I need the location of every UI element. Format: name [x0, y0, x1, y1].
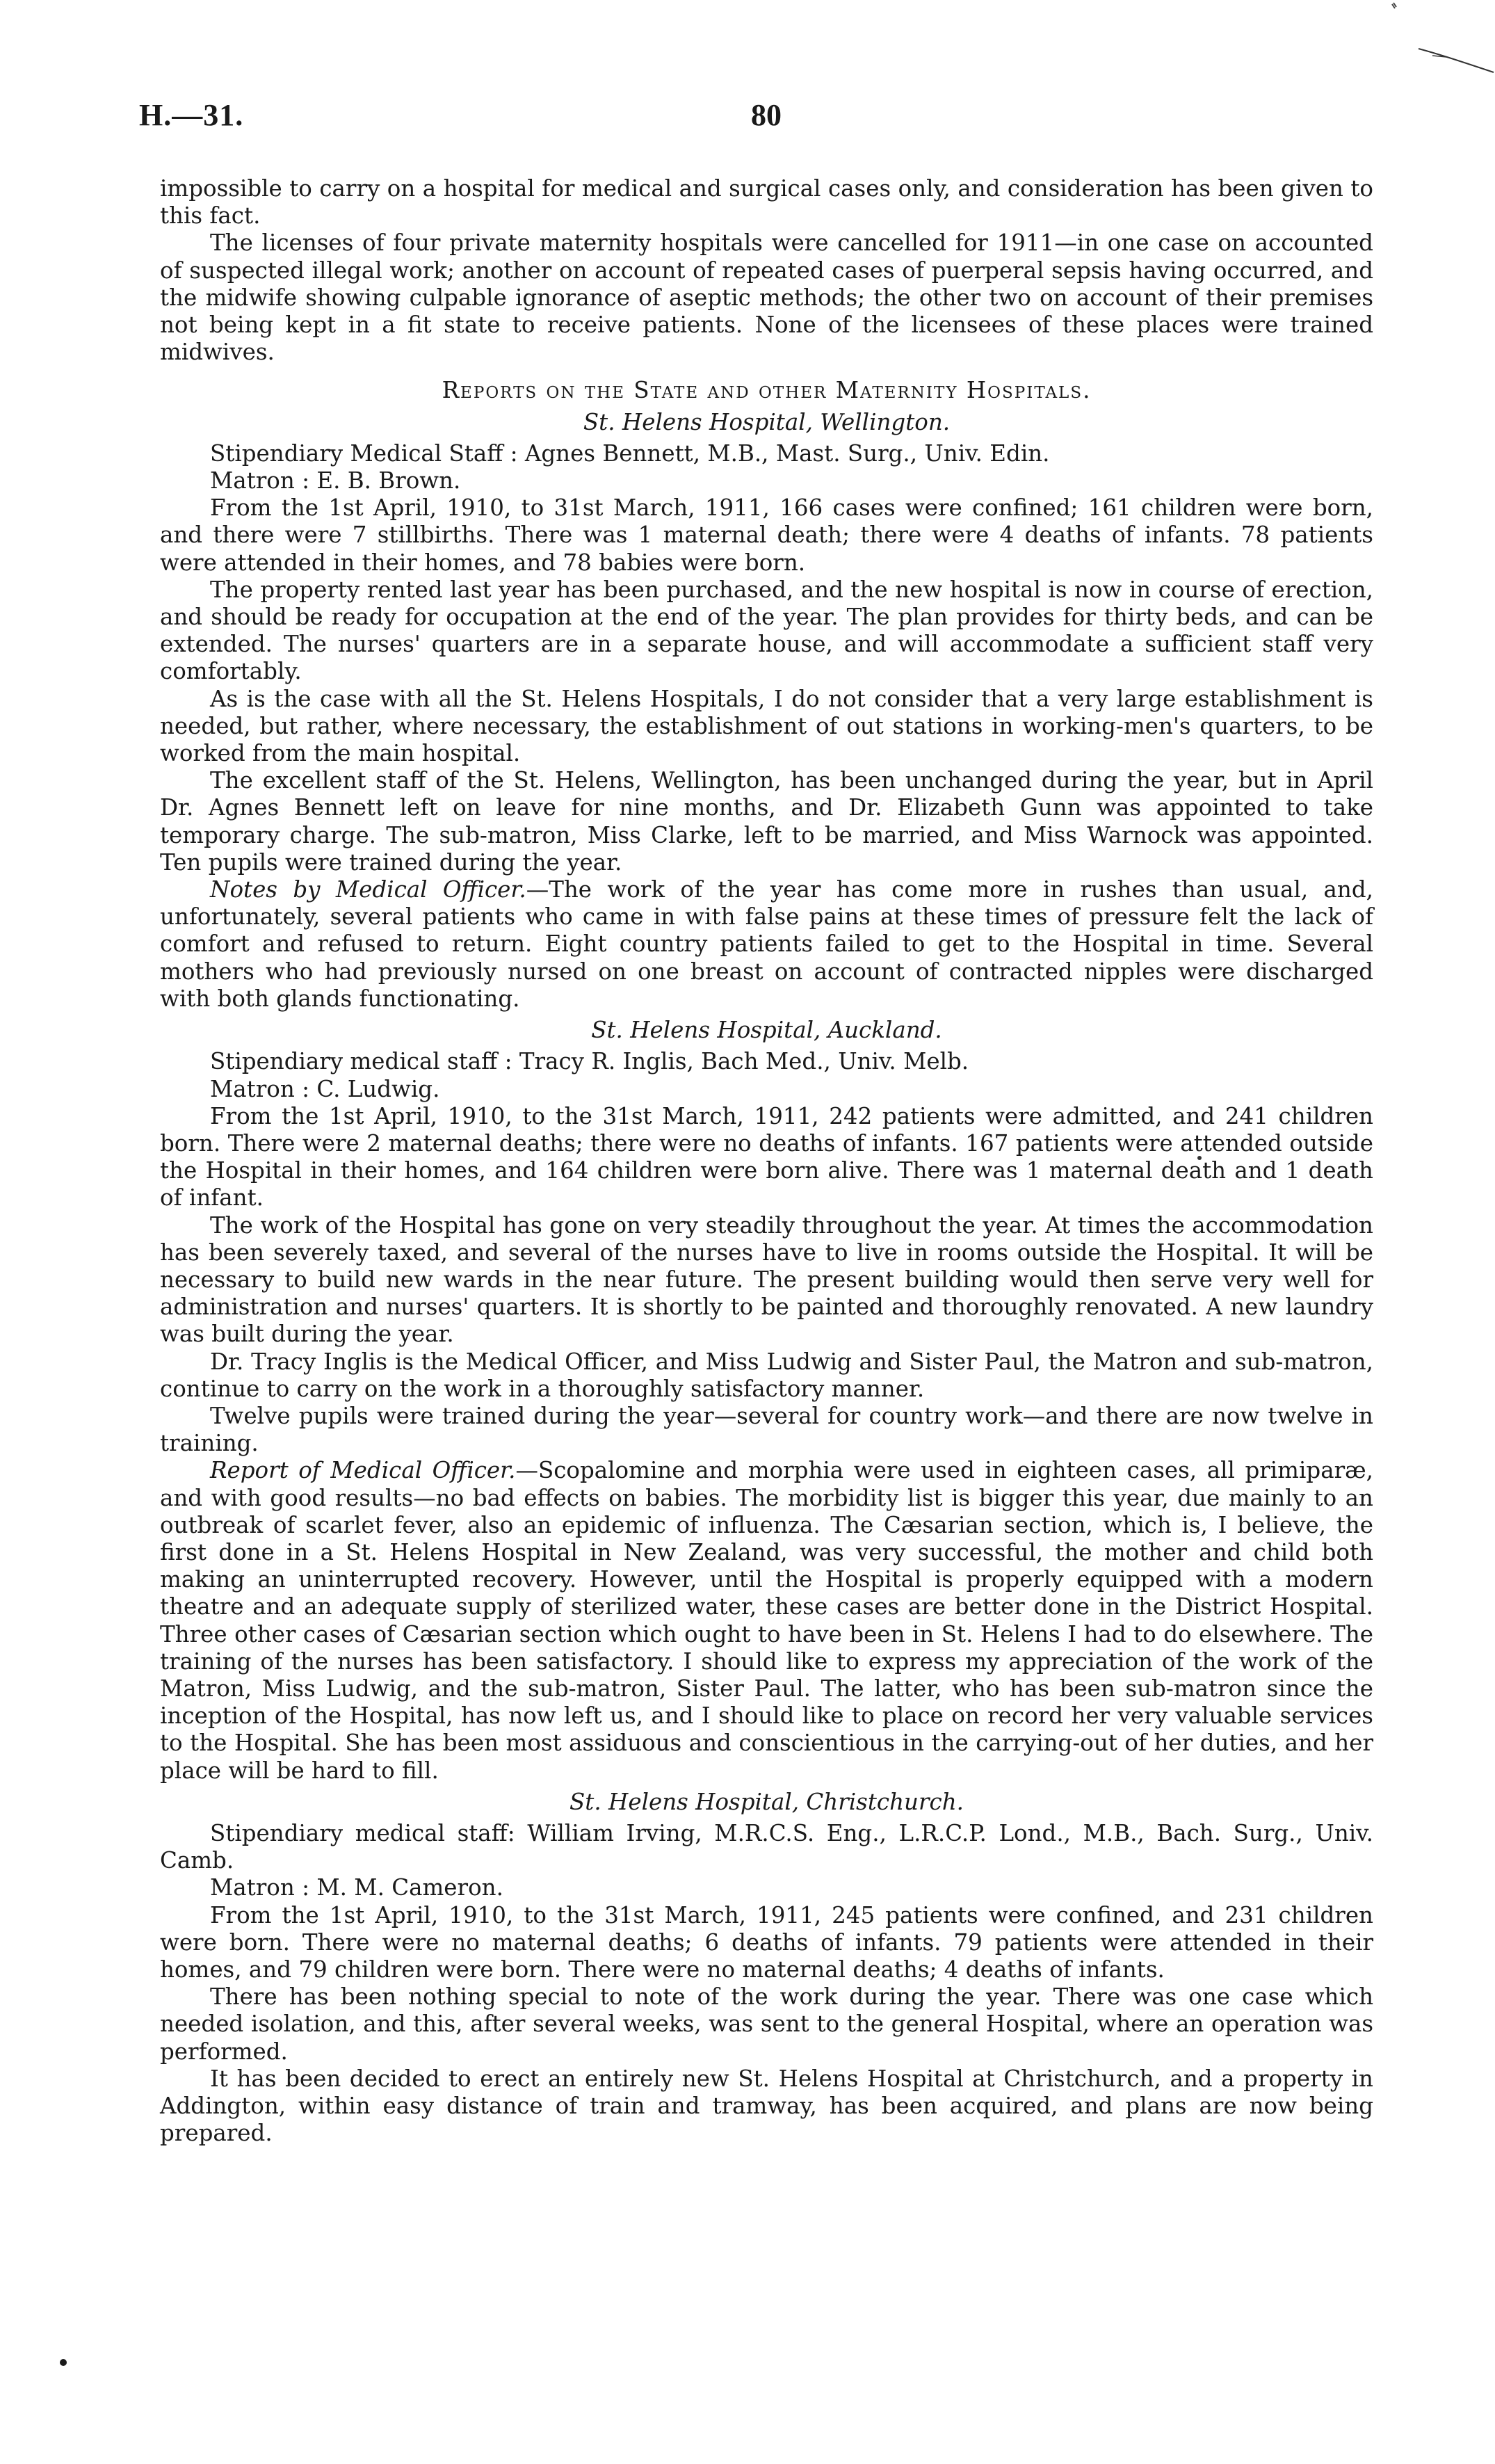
auckland-title: St. Helens Hospital, Auckland.	[591, 1017, 942, 1044]
auckland-staff: Stipendiary medical staff : Tracy R. Inglis, Bach Med., Univ. Melb.	[210, 1048, 969, 1075]
body-text	[160, 175, 1373, 2147]
wellington-notes	[160, 876, 1373, 1013]
christchurch-title: St. Helens Hospital, Christchurch.	[569, 1788, 964, 1815]
intro-paragraph-2: The licenses of four private maternity hospitals were cancelled for 1911—in one case on accounted of suspected illegal work; another on account of repeated cases of puerperal sepsis having occurred, and the midwife showing culpable ignorance of aseptic methods; the other two on account of their premises not being kept in a fit state to receive patients. None of the licensees of these places were trained midwives.	[160, 230, 1373, 366]
auckland-paragraph-3: Dr. Tracy Inglis is the Medical Officer, and Miss Ludwig and Sister Paul, the Matron and sub-matron, continue to carry on the work in a thoroughly satisfactory manner.	[160, 1348, 1373, 1402]
christchurch-paragraph-1: From the 1st April, 1910, to the 31st March, 1911, 245 patients were confined, and 231 children were born. There were no maternal deaths; 6 deaths of infants. 79 patients were attended in their homes, and 79 children were born. There were no maternal deaths; 4 deaths of infants.	[160, 1901, 1373, 1983]
wellington-matron: Matron : E. B. Brown.	[210, 467, 461, 494]
auckland-paragraph-2: The work of the Hospital has gone on very steadily throughout the year. At times the accommodation has been severely taxed, and several of the nurses have to live in rooms outside the Hospital. It will be necessary to build new wards in the near future. The present building would then serve very well for administration and nurses' quarters. It is shortly to be painted and thoroughly renovated. A new laundry was built during the year.	[160, 1211, 1373, 1348]
christchurch-staff: Stipendiary medical staff: William Irving, M.R.C.S. Eng., L.R.C.P. Lond., M.B., Bach. Surg., Univ. Camb.	[160, 1819, 1373, 1874]
wellington-paragraph-3: As is the case with all the St. Helens Hospitals, I do not consider that a very large establishment is needed, but rather, where necessary, the establishment of out stations in working-men's quarters, to be worked from the main hospital.	[160, 685, 1373, 767]
auckland-paragraph-1: From the 1st April, 1910, to the 31st March, 1911, 242 patients were admitted, and 241 children born. There were 2 maternal deaths; there were no deaths of infants. 167 patients were attended outside the Hospital in their homes, and 164 children were born alive. There was 1 maternal death and 1 death of infant.	[160, 1102, 1373, 1211]
christchurch-paragraph-3: It has been decided to erect an entirely new St. Helens Hospital at Christchurch, and a property in Addington, within easy distance of train and tramway, has been acquired, and plans are now being prepared.	[160, 2065, 1373, 2147]
auckland-report-lead: Report of Medical Officer.	[210, 1457, 516, 1484]
section-heading-text: Reports on the State and other Maternity Hospitals.	[442, 377, 1092, 404]
wellington-title: St. Helens Hospital, Wellington.	[583, 408, 951, 435]
wellington-notes-lead: Notes by Medical Officer.	[210, 876, 526, 903]
auckland-report	[160, 1457, 1373, 1784]
page-number: 80	[751, 98, 782, 132]
section-heading	[160, 377, 1373, 404]
christchurch-paragraph-2: There has been nothing special to note of the work during the year. There was one case which needed isolation, and this, after several weeks, was sent to the general Hospital, where an operation was performed.	[160, 1983, 1373, 2065]
document-code: H.—31.	[139, 98, 244, 132]
auckland-paragraph-4: Twelve pupils were trained during the year—several for country work—and there are now twelve in training.	[160, 1402, 1373, 1457]
intro-paragraph-1: impossible to carry on a hospital for medical and surgical cases only, and consideration has been given to this fact.	[160, 175, 1373, 230]
wellington-paragraph-4: The excellent staff of the St. Helens, Wellington, has been unchanged during the year, but in April Dr. Agnes Bennett left on leave for nine months, and Dr. Elizabeth Gunn was appointed to take temporary charge. The sub-matron, Miss Clarke, left to be married, and Miss Warnock was appointed. Ten pupils were trained during the year.	[160, 767, 1373, 876]
wellington-paragraph-1: From the 1st April, 1910, to 31st March, 1911, 166 cases were confined; 161 children were born, and there were 7 stillbirths. There was 1 maternal death; there were 4 deaths of infants. 78 patients were attended in their homes, and 78 babies were born.	[160, 494, 1373, 576]
auckland-report-text: —Scopalomine and morphia were used in eighteen cases, all primiparæ, and with good results—no bad effects on babies. The morbidity list is bigger this year, due mainly to an outbreak of scarlet fever, also an epidemic of influenza. The Cæsarian section, which is, I believe, the first done in a St. Helens Hospital in New Zealand, was very successful, the mother and child both making an uninterrupted recovery. However, until the Hospital is properly equipped with a modern theatre and an adequate supply of sterilized water, these cases are better done in the District Hospital. Three other cases of Cæsarian section which ought to have been in St. Helens I had to do elsewhere. The training of the nurses has been satisfactory. I should like to express my appreciation of the work of the Matron, Miss Ludwig, and the sub-matron, Sister Paul. The latter, who has been sub-matron since the inception of the Hospital, has now left us, and I should like to place on record her very valuable services to the Hospital. She has been most assiduous and conscientious in the carrying-out of her duties, and her place will be hard to fill.	[160, 1457, 1373, 1784]
wellington-staff: Stipendiary Medical Staff : Agnes Bennett, M.B., Mast. Surg., Univ. Edin.	[210, 440, 1050, 467]
wellington-paragraph-2: The property rented last year has been purchased, and the new hospital is now in course of erection, and should be ready for occupation at the end of the year. The plan provides for thirty beds, and can be extended. The nurses' quarters are in a separate house, and will accommodate a sufficient staff very comfortably.	[160, 576, 1373, 685]
margin-dot	[60, 2359, 67, 2366]
christchurch-matron: Matron : M. M. Cameron.	[210, 1874, 503, 1901]
corner-pen-mark	[1391, 0, 1495, 83]
auckland-matron: Matron : C. Ludwig.	[210, 1075, 440, 1102]
wellington-notes-text: —The work of the year has come more in rushes than usual, and, unfortunately, several patients who came in with false pains at these times of pressure felt the lack of comfort and refused to return. Eight country patients failed to get to the Hospital in time. Several mothers who had previously nursed on one breast on account of contracted nipples were discharged with both glands functionating.	[160, 876, 1373, 1012]
